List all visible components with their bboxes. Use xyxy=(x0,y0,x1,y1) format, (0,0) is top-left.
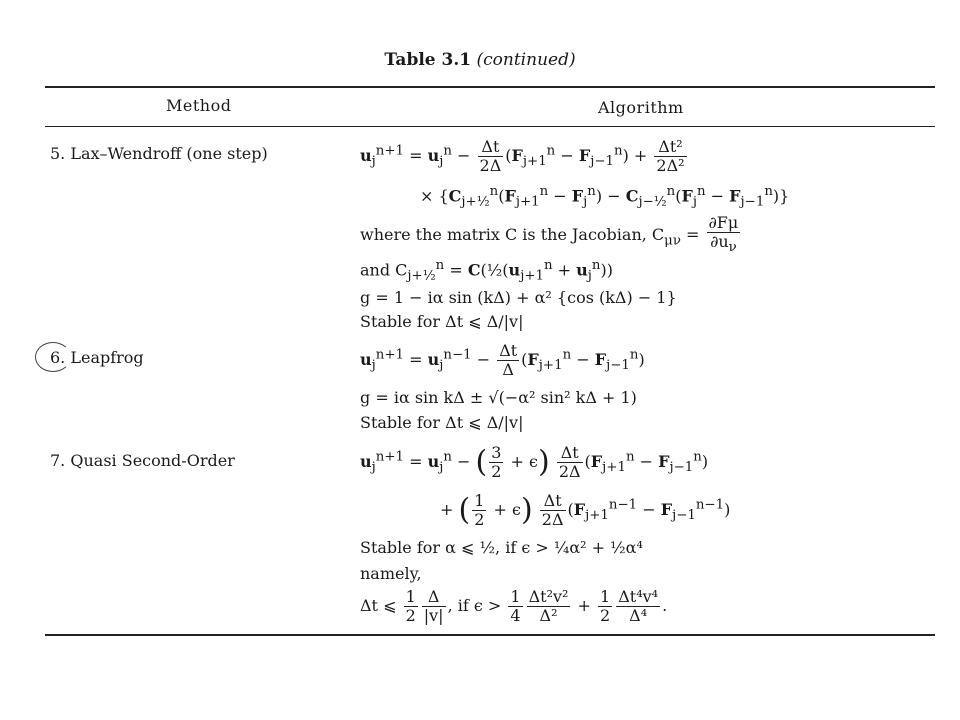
lw-c-definition: and $C_{j+\frac{1}{2}}^n$ = $C(\frac{1}{2}(u_{j+1}^n + u_j^n))$ xyxy=(360,258,613,284)
lw-jacobian-line: where the matrix C is the Jacobian, $C_{\mu\nu}$ = $\frac{\partial F\mu}{\partial u_\nu}$ xyxy=(360,213,739,256)
lw-stability: Stable for Δt ⩽ Δ/|v| xyxy=(360,312,524,331)
qs-stability: Stable for α ⩽ ½, if ϵ > ¼α² + ½α⁴ xyxy=(360,538,643,557)
qs-namely: namely, xyxy=(360,564,422,583)
lw-equation-line2: × $\{C_{j+\frac{1}{2}}^n(F_{j+1}^n - F_j^n) - C_{j-\frac{1}{2}}^n(F_j^n - F_{j-1}^n)\}$ xyxy=(420,184,790,210)
lw-amplification: g = 1 − iα sin (kΔ) + α² {cos (kΔ) − 1} xyxy=(360,288,677,307)
header-method: Method xyxy=(166,96,232,115)
header-algorithm: Algorithm xyxy=(598,98,684,117)
table-title xyxy=(0,50,960,70)
lw-jacobian-text: where the matrix C is the Jacobian, C xyxy=(360,225,665,245)
table-title-bold: Table 3.1 xyxy=(384,50,472,70)
bottom-rule xyxy=(45,634,935,636)
header-rule xyxy=(45,126,935,127)
method-leapfrog: 6. Leapfrog xyxy=(50,348,144,367)
table-title-italic: (continued) xyxy=(476,50,576,70)
lf-amplification: g = iα sin kΔ ± √(−α² sin² kΔ + 1) xyxy=(360,388,637,407)
method-lax-wendroff: 5. Lax–Wendroff (one step) xyxy=(50,144,268,163)
qs-equation-line2: + ( $\frac{1}{2}$ + ϵ) $\frac{\Delta t}{2\Delta}$ $(F_{j+1}^{n-1} - F_{j-1}^{n-1})$ xyxy=(440,491,731,529)
lw-equation-line1: $u_j^{n+1} = u_j^n$ − $\frac{\Delta t}{2\Delta}$ $(F_{j+1}^n - F_{j-1}^n)$ + $\frac{\text{Δt²}}{\text{2Δ²}}$ xyxy=(360,137,685,175)
lf-stability: Stable for Δt ⩽ Δ/|v| xyxy=(360,413,524,432)
lw-and-c-text: and C xyxy=(360,260,408,280)
lf-equation: $u_j^{n+1} = u_j^{n-1}$ − $\frac{\Delta t}{\Delta}$ $(F_{j+1}^n - F_{j-1}^n)$ xyxy=(360,341,645,379)
qs-timestep-condition: Δt ⩽ $\frac{1}{2}$ $\frac{\Delta}{|v|}$ , if ϵ > $\frac{1}{4}$ $\frac{\text{Δt²v²}}{\text{Δ²}}$ + $\frac{1}{2}$ $\frac{\text{Δt⁴v⁴}}{\text{Δ⁴}}$ . xyxy=(360,587,668,625)
method-quasi-second-order: 7. Quasi Second-Order xyxy=(50,451,235,470)
qs-equation-line1: $u_j^{n+1} = u_j^n$ − ( $\frac{3}{2}$ + ϵ) $\frac{\Delta t}{2\Delta}$ $(F_{j+1}^n - F_{j-1}^n)$ xyxy=(360,443,709,481)
top-rule xyxy=(45,86,935,88)
